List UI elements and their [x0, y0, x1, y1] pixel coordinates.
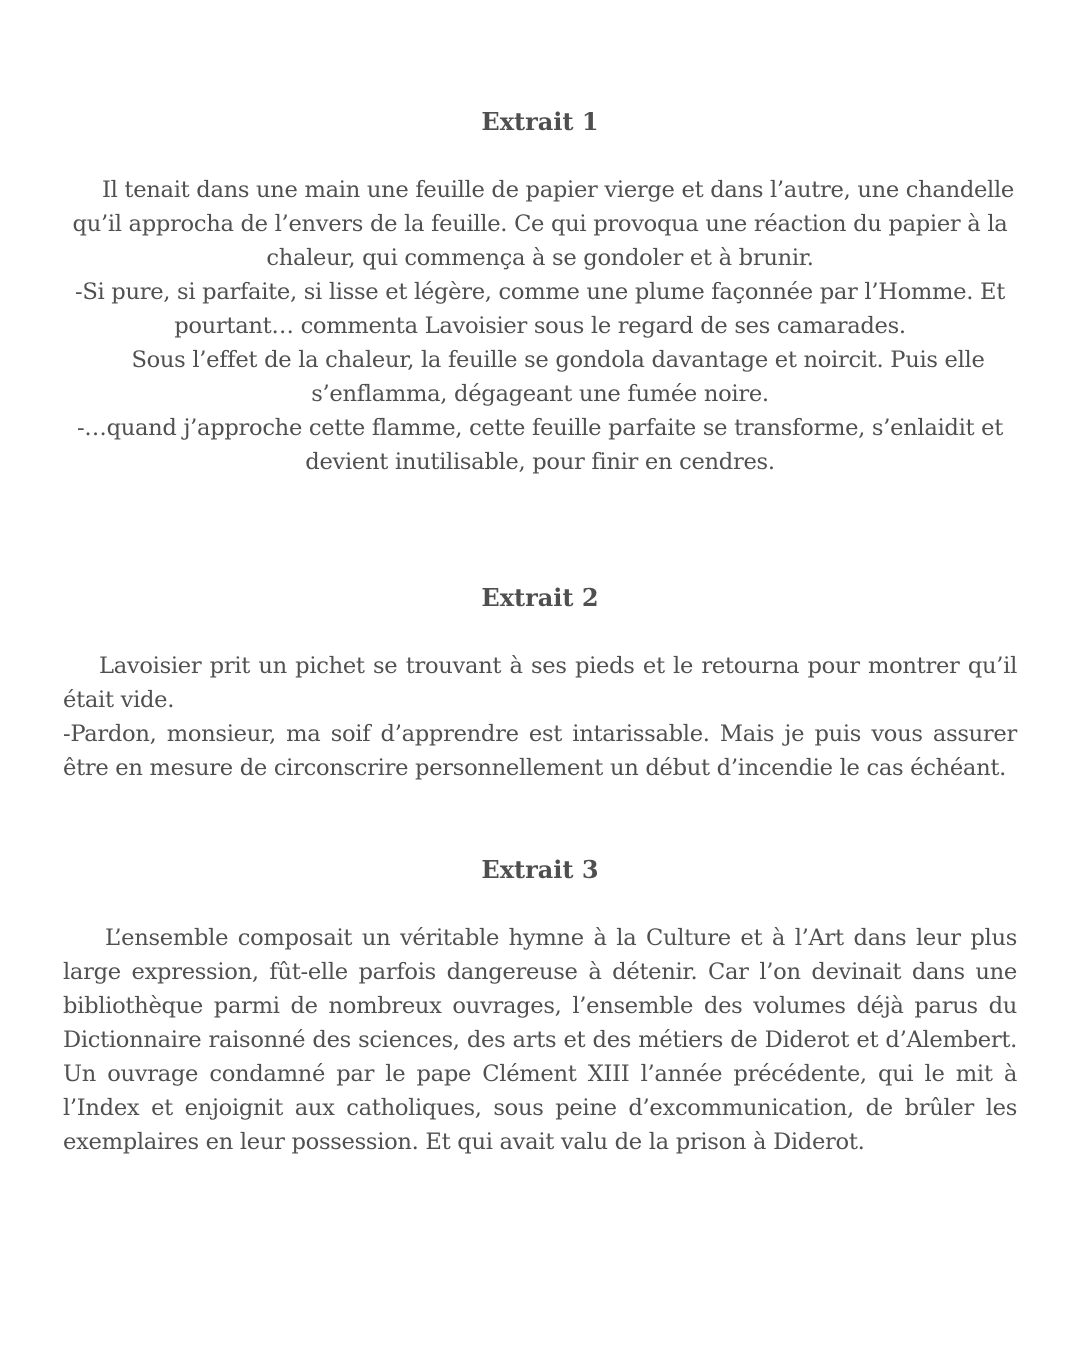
extract-3-body: [63, 921, 1017, 1159]
extract-1-paragraph: -…quand j’approche cette flamme, cette feuille parfaite se transforme, s’enlaidit et devient inutilisable, pour finir en cendres.: [76, 415, 1004, 475]
extract-2-body: [63, 649, 1017, 785]
extract-1-paragraph: Sous l’effet de la chaleur, la feuille se gondola davantage et noircit. Puis elle s’enflamma, dégageant une fumée noire.: [131, 347, 985, 407]
extract-3-paragraph: L’ensemble composait un véritable hymne à la Culture et à l’Art dans leur plus large expression, fût-elle parfois dangereuse à détenir. Car l’on devinait dans une bibliothèque parmi de nombreux ouvrages, l’ensemble des volumes déjà parus du Dictionnaire raisonné des sciences, des arts et des métiers de Diderot et d’Alembert. Un ouvrage condamné par le pape Clément XIII l’année précédente, qui le mit à l’Index et enjoignit aux catholiques, sous peine d’excommunication, de brûler les exemplaires en leur possession. Et qui avait valu de la prison à Diderot.: [63, 925, 1017, 1155]
extract-3-title: Extrait 3: [481, 855, 599, 884]
extract-1-paragraph: Il tenait dans une main une feuille de papier vierge et dans l’autre, une chandelle qu’il approcha de l’envers de la feuille. Ce qui provoqua une réaction du papier à la chaleur, qui commença à se gondoler et à brunir.: [72, 177, 1014, 271]
extract-2-paragraph: Lavoisier prit un pichet se trouvant à ses pieds et le retourna pour montrer qu’il était vide.: [63, 653, 1017, 713]
extract-1-title: Extrait 1: [481, 107, 599, 136]
extract-1-paragraph: -Si pure, si parfaite, si lisse et légère, comme une plume façonnée par l’Homme. Et pourtant… commenta Lavoisier sous le regard de ses camarades.: [74, 279, 1005, 339]
extract-2-title: Extrait 2: [481, 583, 599, 612]
extract-1-body: [63, 173, 1017, 479]
extract-2-paragraph: -Pardon, monsieur, ma soif d’apprendre est intarissable. Mais je puis vous assurer être en mesure de circonscrire personnellement un début d’incendie le cas échéant.: [63, 721, 1017, 781]
